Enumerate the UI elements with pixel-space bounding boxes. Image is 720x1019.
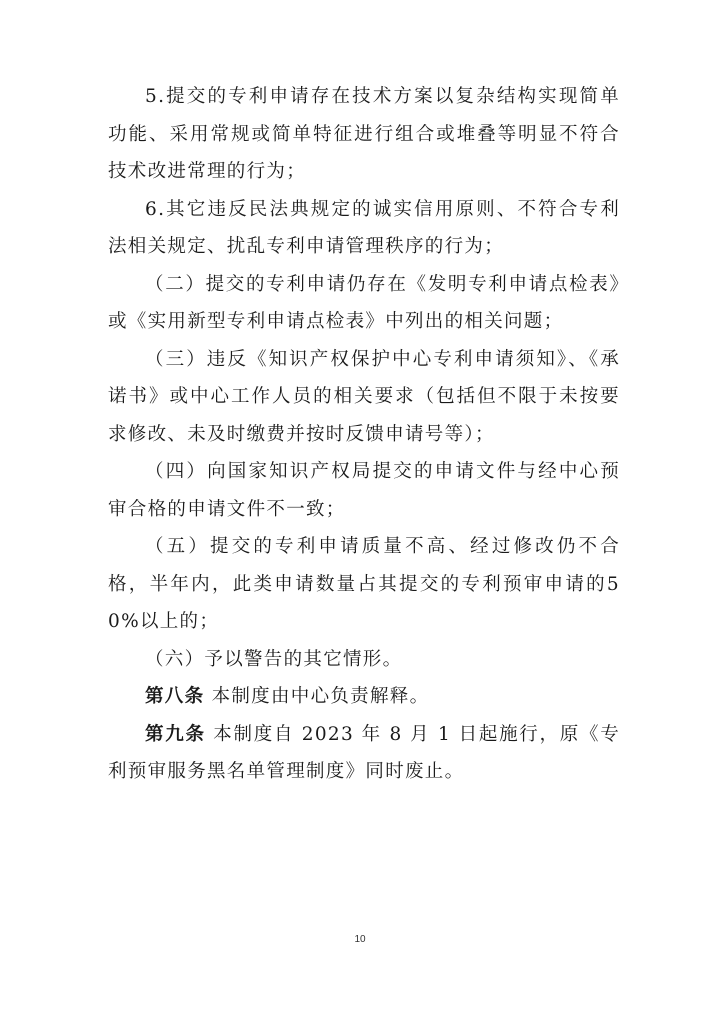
article-text: 本制度自 2023 年 8 月 1 日起施行，原《专利预审服务黑名单管理制度》同时废止。 bbox=[108, 723, 620, 782]
paragraph-text: （二）提交的专利申请仍存在《发明专利申请点检表》或《实用新型专利申请点检表》中列出的相关问题； bbox=[108, 273, 620, 332]
document-body bbox=[108, 78, 620, 791]
paragraph-text: （六）予以警告的其它情形。 bbox=[145, 648, 403, 670]
article-9 bbox=[108, 716, 620, 791]
paragraph-text: （三）违反《知识产权保护中心专利申请须知》、《承诺书》或中心工作人员的相关要求（包括但不限于未按要求修改、未及时缴费并按时反馈申请号等）； bbox=[108, 348, 620, 445]
paragraph-clause-2 bbox=[108, 266, 620, 341]
paragraph-clause-6 bbox=[108, 641, 620, 679]
article-heading: 第九条 bbox=[145, 723, 206, 745]
paragraph-text: 5.提交的专利申请存在技术方案以复杂结构实现简单功能、采用常规或简单特征进行组合或堆叠等明显不符合技术改进常理的行为； bbox=[108, 86, 620, 182]
paragraph-text: 6.其它违反民法典规定的诚实信用原则、不符合专利法相关规定、扰乱专利申请管理秩序的行为； bbox=[108, 198, 620, 257]
paragraph-item-6 bbox=[108, 191, 620, 266]
article-heading: 第八条 bbox=[145, 686, 205, 707]
paragraph-text: （五）提交的专利申请质量不高、经过修改仍不合格，半年内，此类申请数量占其提交的专利预审申请的50%以上的； bbox=[108, 536, 620, 632]
paragraph-clause-5 bbox=[108, 528, 620, 641]
paragraph-item-5 bbox=[108, 78, 620, 191]
paragraph-text: （四）向国家知识产权局提交的申请文件与经中心预审合格的申请文件不一致； bbox=[108, 461, 620, 520]
paragraph-clause-4 bbox=[108, 453, 620, 528]
paragraph-clause-3 bbox=[108, 341, 620, 454]
page-number: 10 bbox=[354, 934, 366, 945]
article-text: 本制度由中心负责解释。 bbox=[204, 686, 430, 707]
article-8 bbox=[108, 678, 620, 716]
